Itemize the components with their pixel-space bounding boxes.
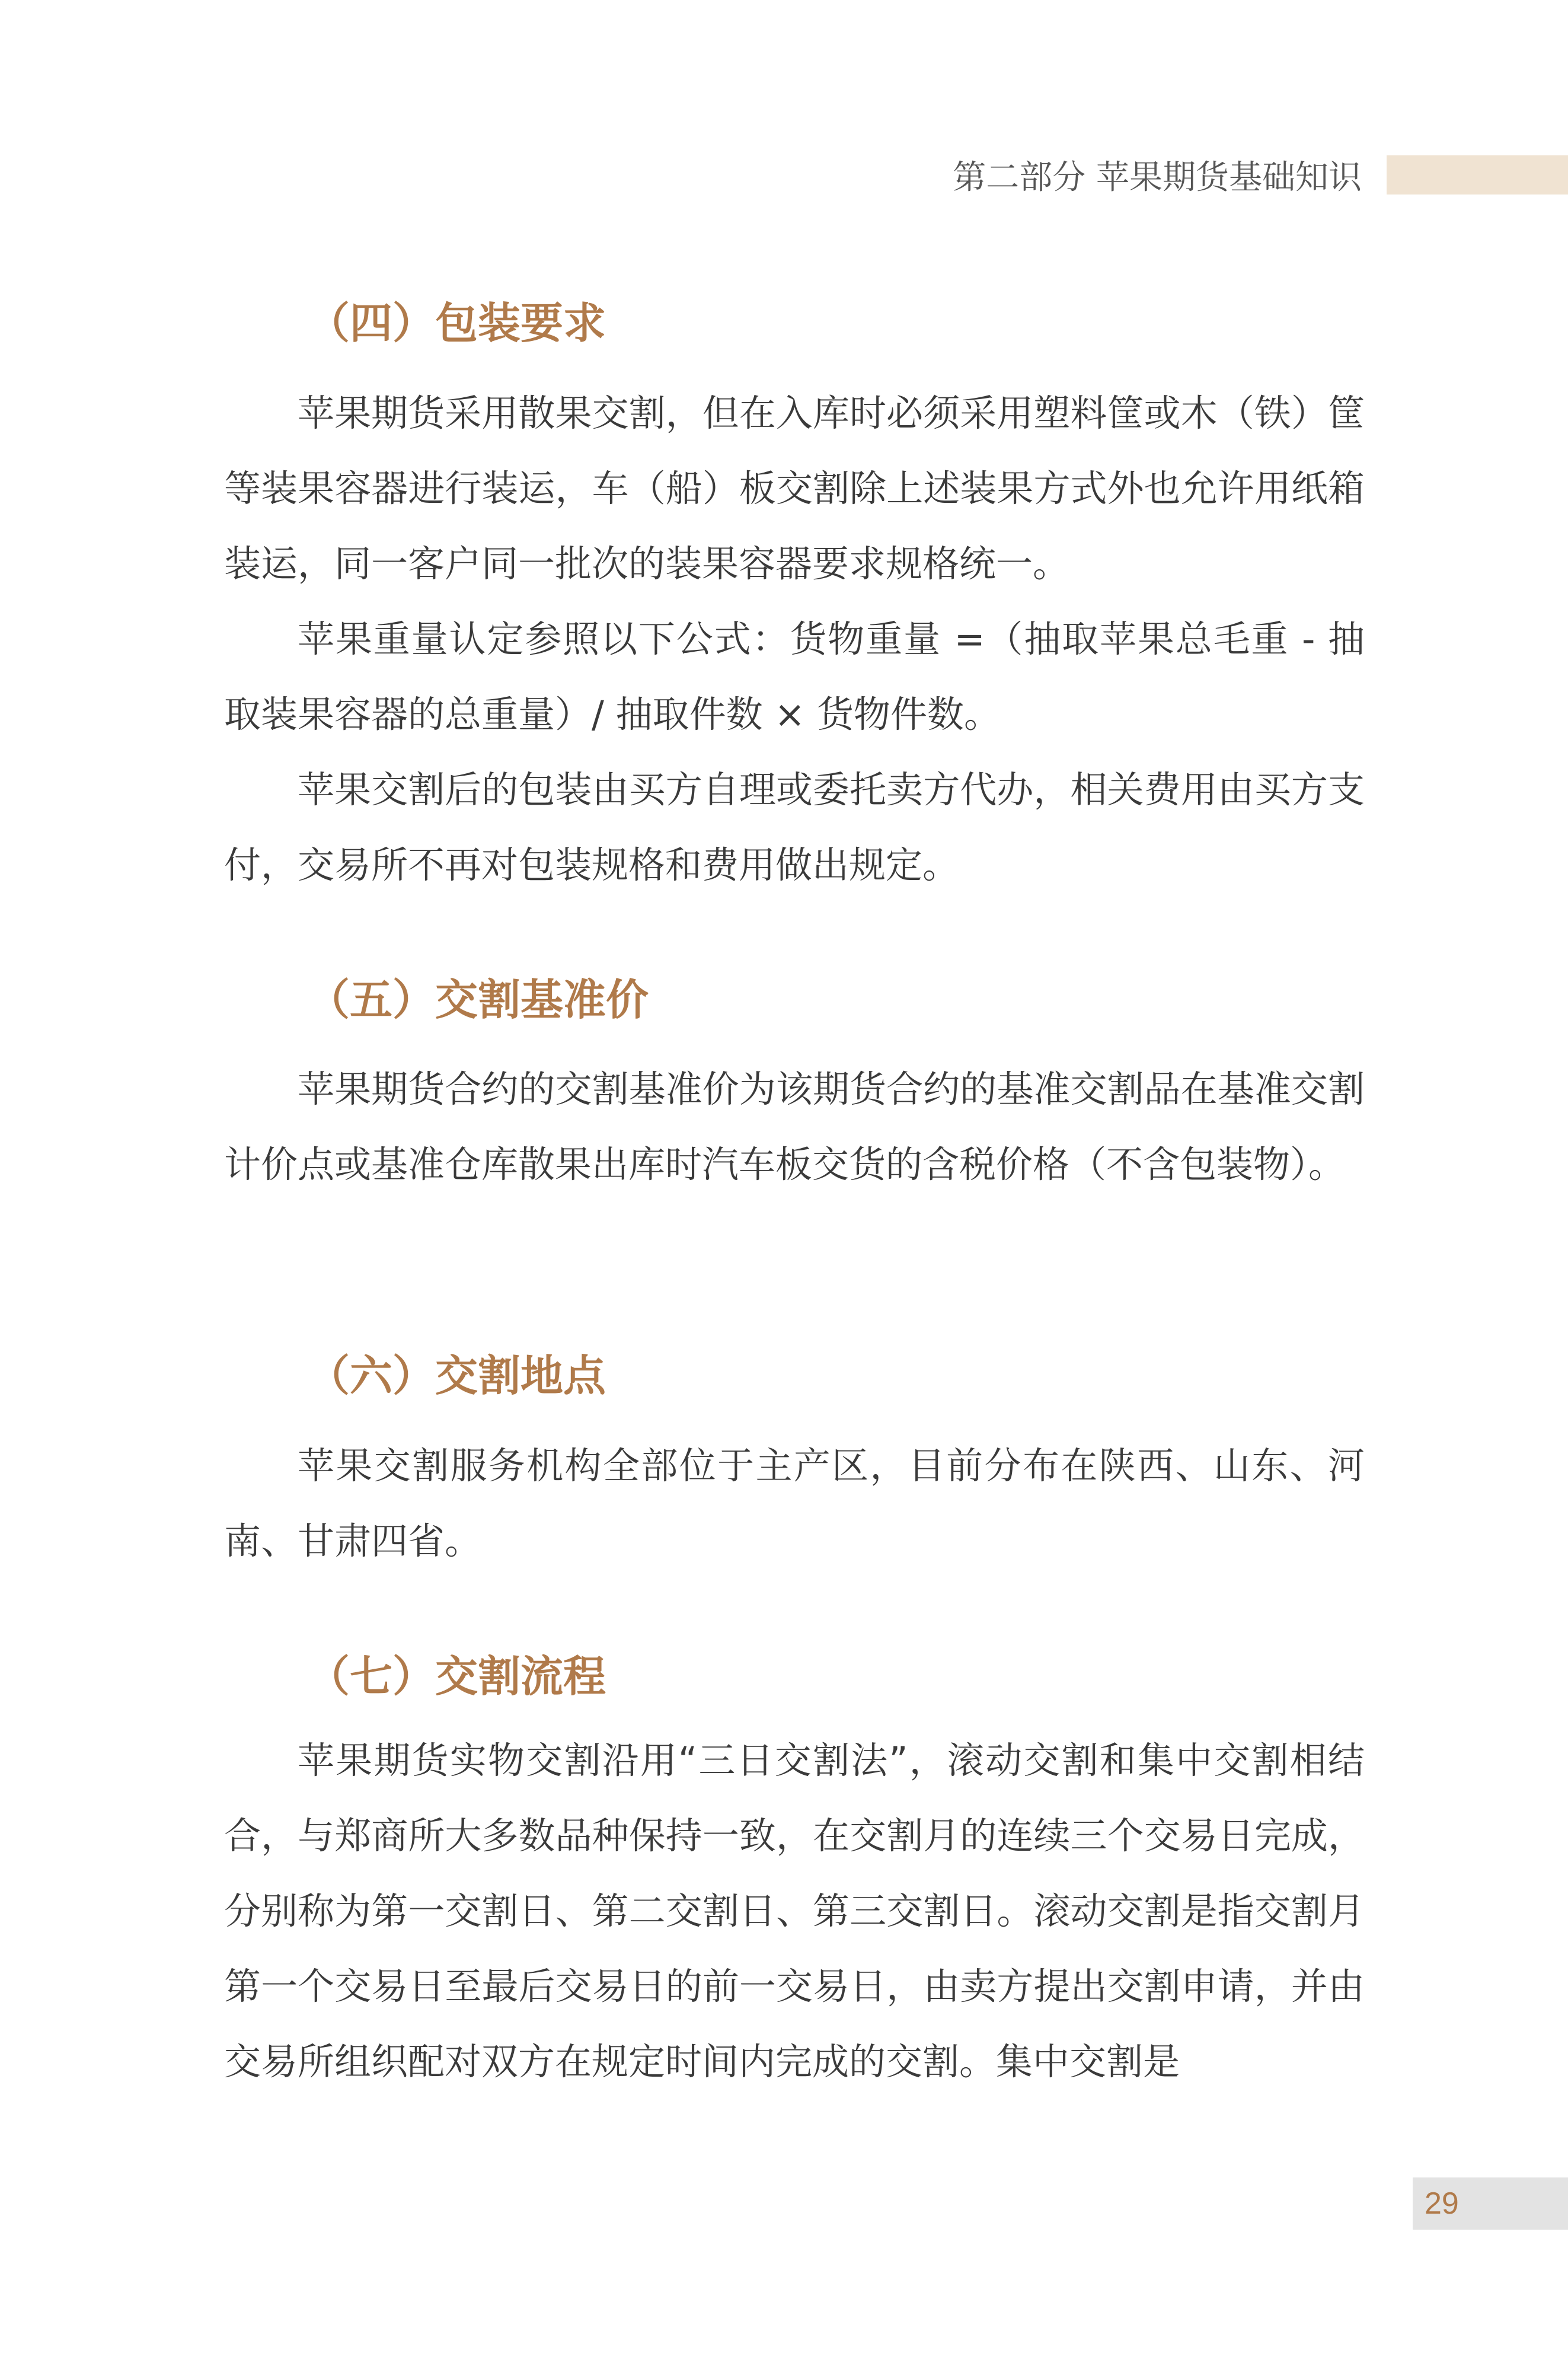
- running-header: 第二部分 苹果期货基础知识: [953, 158, 1362, 197]
- section-heading-packaging: （四）包装要求: [307, 298, 606, 348]
- paragraph-delivery-location-1: 苹果交割服务机构全部位于主产区，目前分布在陕西、山东、河南、甘肃四省。: [224, 1444, 1365, 1563]
- section-heading-delivery-location: （六）交割地点: [307, 1351, 606, 1401]
- paragraph-packaging-3: 苹果交割后的包装由买方自理或委托卖方代办，相关费用由买方支付，交易所不再对包装规格和费用做出规定。: [224, 768, 1365, 887]
- page-number: 29: [1425, 2186, 1459, 2221]
- section-heading-base-price: （五）交割基准价: [307, 975, 649, 1025]
- paragraph-delivery-process-1: 苹果期货实物交割沿用“三日交割法”，滚动交割和集中交割相结合，与郑商所大多数品种保持一致，在交割月的连续三个交易日完成，分别称为第一交割日、第二交割日、第三交割日。滚动交割是指交割月第一个交易日至最后交易日的前一交易日，由卖方提出交割申请，并由交易所组织配对双方在规定时间内完成的交割。集中交割是: [224, 1739, 1365, 2083]
- paragraph-packaging-1: 苹果期货采用散果交割，但在入库时必须采用塑料筐或木（铁）筐等装果容器进行装运，车（船）板交割除上述装果方式外也允许用纸箱装运，同一客户同一批次的装果容器要求规格统一。: [224, 391, 1365, 585]
- section-heading-delivery-process: （七）交割流程: [307, 1651, 606, 1701]
- paragraph-base-price-1: 苹果期货合约的交割基准价为该期货合约的基准交割品在基准交割计价点或基准仓库散果出库时汽车板交货的含税价格（不含包装物）。: [224, 1067, 1365, 1186]
- paragraph-packaging-2: 苹果重量认定参照以下公式：货物重量 =（抽取苹果总毛重 - 抽取装果容器的总重量）/ 抽取件数 × 货物件数。: [224, 617, 1365, 736]
- page-number-box: [1413, 2177, 1568, 2230]
- header-accent-bar: [1387, 155, 1568, 195]
